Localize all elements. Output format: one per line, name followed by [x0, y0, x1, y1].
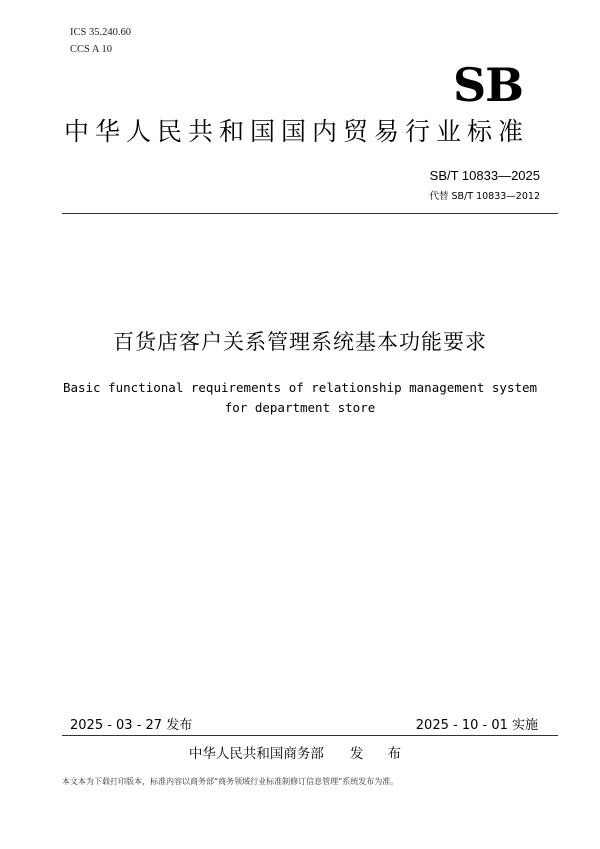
implementation-date: 2025 - 10 - 01 实施 — [415, 718, 538, 733]
english-title: Basic functional requirements of relationship management system for department store — [62, 380, 538, 415]
download-note: 本文本为下载打印版本，标准内容以商务部“商务领域行业标准制修订信息管理”系统发布为准。 — [62, 777, 399, 786]
bottom-divider — [62, 735, 558, 736]
top-divider — [62, 213, 558, 214]
replaces-standard: 代替 SB/T 10833—2012 — [429, 191, 540, 202]
chinese-title: 百货店客户关系管理系统基本功能要求 — [113, 330, 487, 354]
standard-number: SB/T 10833—2025 — [429, 168, 540, 183]
issue-label: 发 布 — [349, 746, 412, 762]
issuing-authority — [0, 742, 600, 762]
issuer-name: 中华人民共和国商务部 — [188, 746, 324, 762]
ccs-code: CCS A 10 — [70, 44, 113, 55]
standard-category-title: 中华人民共和国国内贸易行业标准 — [64, 117, 530, 146]
publish-date: 2025 - 03 - 27 发布 — [70, 718, 193, 733]
ics-code: ICS 35.240.60 — [70, 27, 131, 38]
sb-logo: SB — [452, 58, 524, 112]
